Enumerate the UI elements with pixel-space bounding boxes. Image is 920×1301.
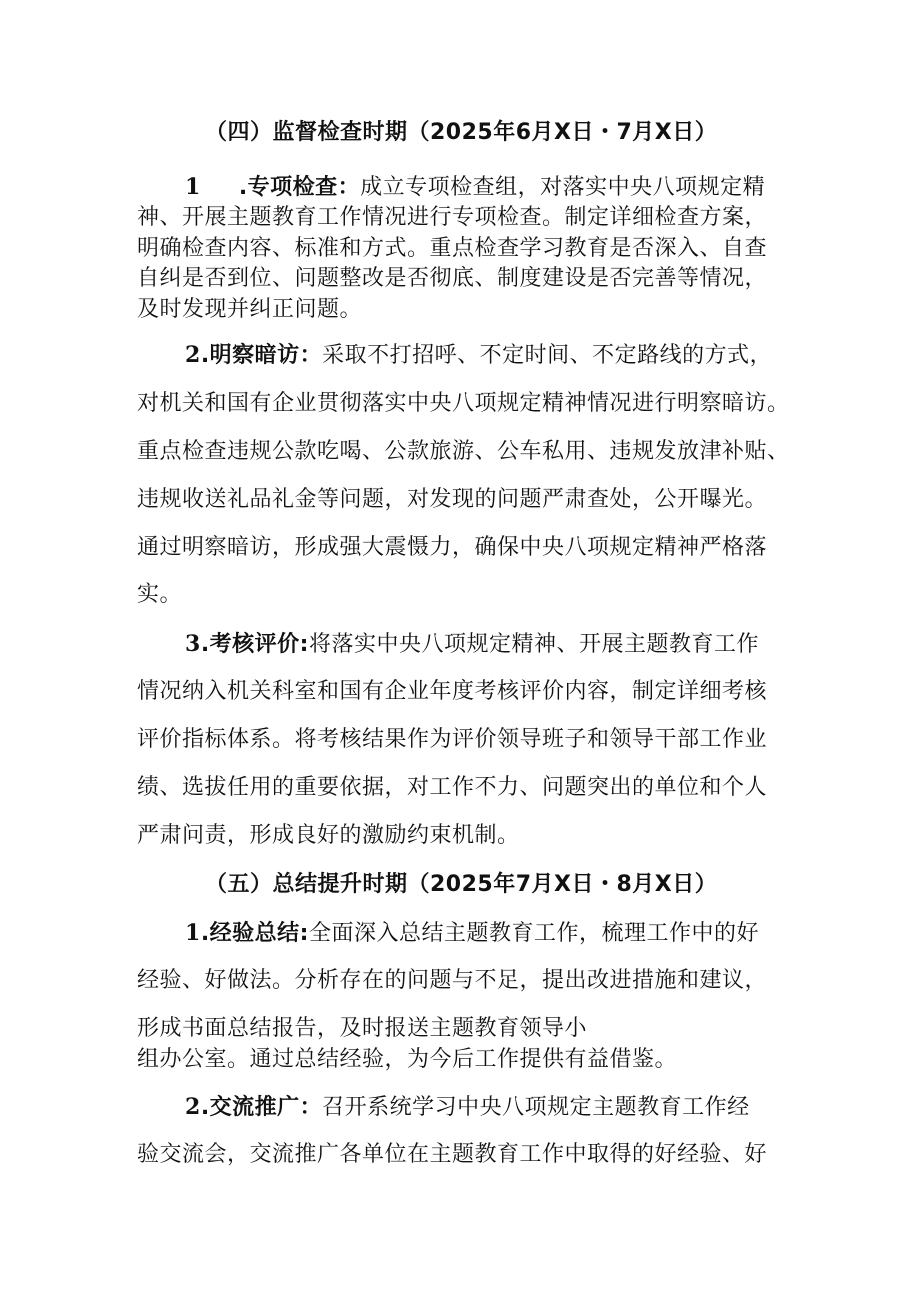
paragraph-line: 实。 (137, 582, 183, 607)
paragraph-line: 对机关和国有企业贯彻落实中央八项规定精神情况进行明察暗访。 (137, 391, 790, 416)
paragraph-line: 及时发现并纠正问题。 (137, 297, 363, 322)
item-title: .明察暗访： (200, 343, 323, 368)
item-text: 召开系统学习中央八项规定主题教育工作经 (322, 1095, 750, 1120)
paragraph-line: 形成书面总结报告，及时报送主题教育领导小 (137, 1016, 588, 1041)
item-text: 成立专项检查组，对落实中央八项规定精 (360, 175, 766, 200)
paragraph-line: 情况纳入机关科室和国有企业年度考核评价内容，制定详细考核 (137, 679, 768, 704)
paragraph-line (185, 1094, 750, 1121)
item-title: .专项检查： (238, 175, 361, 200)
item-text: 全面深入总结主题教育工作，梳理工作中的好 (308, 921, 759, 946)
paragraph-line: 组办公室。通过总结经验，为今后工作提供有益借鉴。 (137, 1047, 678, 1072)
item-number: 2 (185, 1094, 201, 1120)
paragraph-line (185, 920, 759, 947)
paragraph-line (185, 342, 772, 369)
item-title: .经验总结: (200, 921, 309, 946)
item-number: 1 (185, 174, 201, 200)
paragraph-line: 明确检查内容、标准和方式。重点检查学习教育是否深入、自查 (137, 236, 768, 261)
paragraph-line: 评价指标体系。将考核结果作为评价领导班子和领导干部工作业 (137, 727, 768, 752)
section-heading: （四）监督检查时期（2025年6月X日・7月X日） (205, 120, 718, 145)
section-heading: （五）总结提升时期（2025年7月X日・8月X日） (205, 872, 718, 897)
item-number: 2 (185, 342, 201, 368)
item-text: 采取不打招呼、不定时间、不定路线的方式， (322, 343, 773, 368)
paragraph-line: 通过明察暗访，形成强大震慑力，确保中央八项规定精神严格落 (137, 535, 768, 560)
paragraph-line: 绩、选拔任用的重要依据，对工作不力、问题突出的单位和个人 (137, 775, 768, 800)
paragraph-line (185, 174, 765, 201)
item-title: .考核评价: (200, 632, 309, 657)
paragraph-line: 验交流会，交流推广各单位在主题教育工作中取得的好经验、好 (137, 1142, 768, 1167)
paragraph-line (185, 631, 759, 658)
paragraph-line: 重点检查违规公款吃喝、公款旅游、公车私用、违规发放津补贴、 (137, 439, 790, 464)
item-number: 3 (185, 631, 201, 657)
paragraph-line: 神、开展主题教育工作情况进行专项检查。制定详细检查方案， (137, 205, 768, 230)
item-text: 将落实中央八项规定精神、开展主题教育工作 (308, 632, 759, 657)
paragraph-line: 自纠是否到位、问题整改是否彻底、制度建设是否完善等情况， (137, 266, 768, 291)
paragraph-line: 严肃问责，形成良好的激励约束机制。 (137, 823, 520, 848)
item-title: .交流推广： (200, 1095, 323, 1120)
item-number: 1 (185, 920, 201, 946)
paragraph-line: 经验、好做法。分析存在的问题与不足，提出改进措施和建议， (137, 968, 768, 993)
paragraph-line: 违规收送礼品礼金等问题，对发现的问题严肃查处，公开曝光。 (137, 487, 768, 512)
